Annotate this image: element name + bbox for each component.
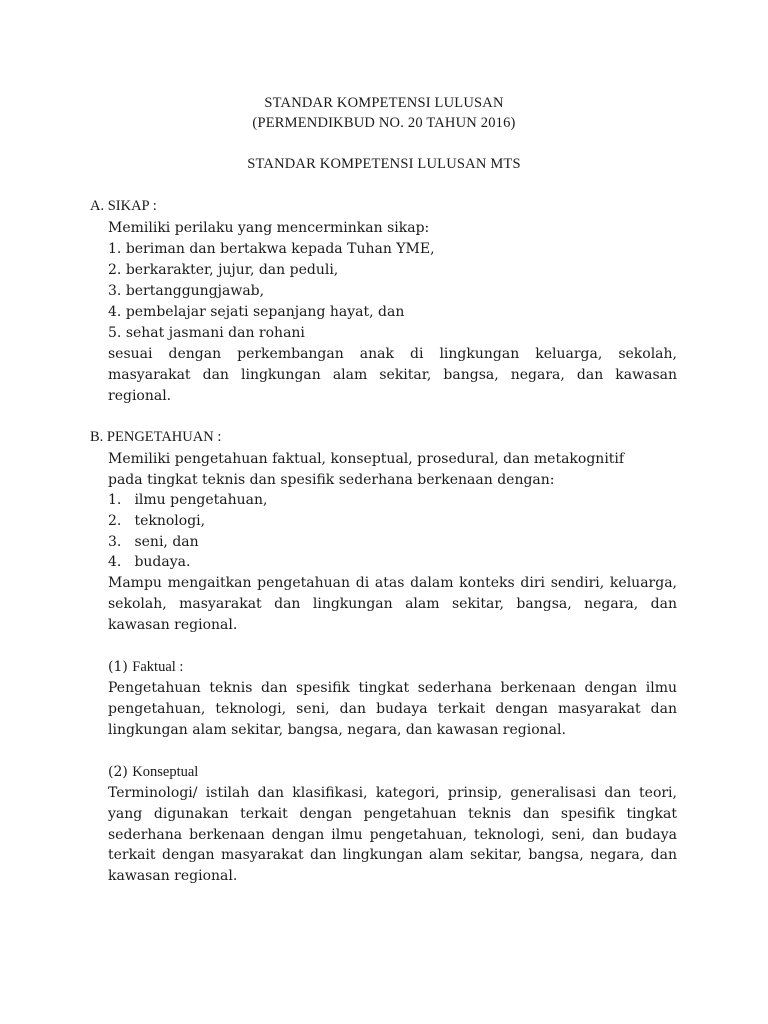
list-item-number: 2. (108, 513, 122, 529)
list-item-text: ilmu pengetahuan, (134, 492, 268, 508)
faktual-label: Faktual : (132, 659, 184, 675)
list-item-number: 2. (108, 262, 122, 278)
list-item (108, 239, 435, 259)
list-item (108, 260, 338, 280)
list-item-text: bertanggungjawab, (125, 283, 265, 299)
list-item-number: 4. (108, 554, 122, 570)
list-item-number: 5. (108, 325, 122, 341)
list-item (108, 490, 267, 510)
list-item (108, 302, 404, 322)
list-item-number: 1. (108, 492, 122, 508)
list-item-text: berkarakter, jujur, dan peduli, (125, 262, 339, 278)
section-title: STANDAR KOMPETENSI LULUSAN MTS (247, 156, 521, 172)
konseptual-number: (2) (108, 764, 128, 780)
list-item-text: beriman dan bertakwa kepada Tuhan YME, (125, 241, 435, 257)
document-title: STANDAR KOMPETENSI LULUSAN (264, 95, 504, 111)
list-item-number: 3. (108, 534, 122, 550)
document-subtitle: (PERMENDIKBUD NO. 20 TAHUN 2016) (252, 115, 516, 131)
faktual-number: (1) (108, 659, 128, 675)
konseptual-label: Konseptual (132, 764, 199, 780)
list-item-number: 1. (108, 241, 122, 257)
section-a-closing: sesuai dengan perkembangan anak di lingkungan keluarga, sekolah, masyarakat dan lingkungan alam sekitar, bangsa, negara, dan kawasan regional. (108, 346, 677, 404)
faktual-text: Pengetahuan teknis dan spesifik tingkat sederhana berkenaan dengan ilmu pengetahuan, teknologi, seni, dan budaya terkait dengan masyarakat dan lingkungan alam sekitar, bangsa, negara, dan kawasan regional. (108, 680, 677, 738)
list-item-number: 4. (108, 304, 122, 320)
list-item-text: seni, dan (134, 534, 199, 550)
list-item (108, 281, 264, 301)
konseptual-text: Terminologi/ istilah dan klasifikasi, kategori, prinsip, generalisasi dan teori, yang digunakan terkait dengan pengetahuan teknis dan spesifik tingkat sederhana berkenaan dengan ilmu pengetahuan, teknologi, seni, dan budaya terkait dengan masyarakat dan lingkungan alam sekitar, bangsa, negara, dan kawasan regional. (108, 785, 677, 885)
faktual-heading (108, 658, 183, 676)
section-b-closing: Mampu mengaitkan pengetahuan di atas dalam konteks diri sendiri, keluarga, sekolah, masyarakat dan lingkungan alam sekitar, bangsa, negara, dan kawasan regional. (108, 575, 677, 633)
list-item-text: teknologi, (134, 513, 206, 529)
list-item (108, 323, 305, 343)
list-item-text: budaya. (134, 554, 191, 570)
section-a-heading: A. SIKAP : (90, 198, 157, 214)
list-item (108, 552, 190, 572)
section-a-intro: Memiliki perilaku yang mencerminkan sikap: (108, 220, 430, 236)
list-item (108, 511, 205, 531)
list-item-number: 3. (108, 283, 122, 299)
list-item-text: sehat jasmani dan rohani (125, 325, 305, 341)
konseptual-heading (108, 763, 198, 781)
section-b-intro-line2: pada tingkat teknis dan spesifik sederhana berkenaan dengan: (108, 472, 555, 488)
section-b-intro-line1: Memiliki pengetahuan faktual, konseptual, prosedural, dan metakognitif (108, 451, 625, 467)
list-item-text: pembelajar sejati sepanjang hayat, dan (125, 304, 405, 320)
section-b-heading: B. PENGETAHUAN : (90, 429, 222, 445)
list-item (108, 532, 199, 552)
